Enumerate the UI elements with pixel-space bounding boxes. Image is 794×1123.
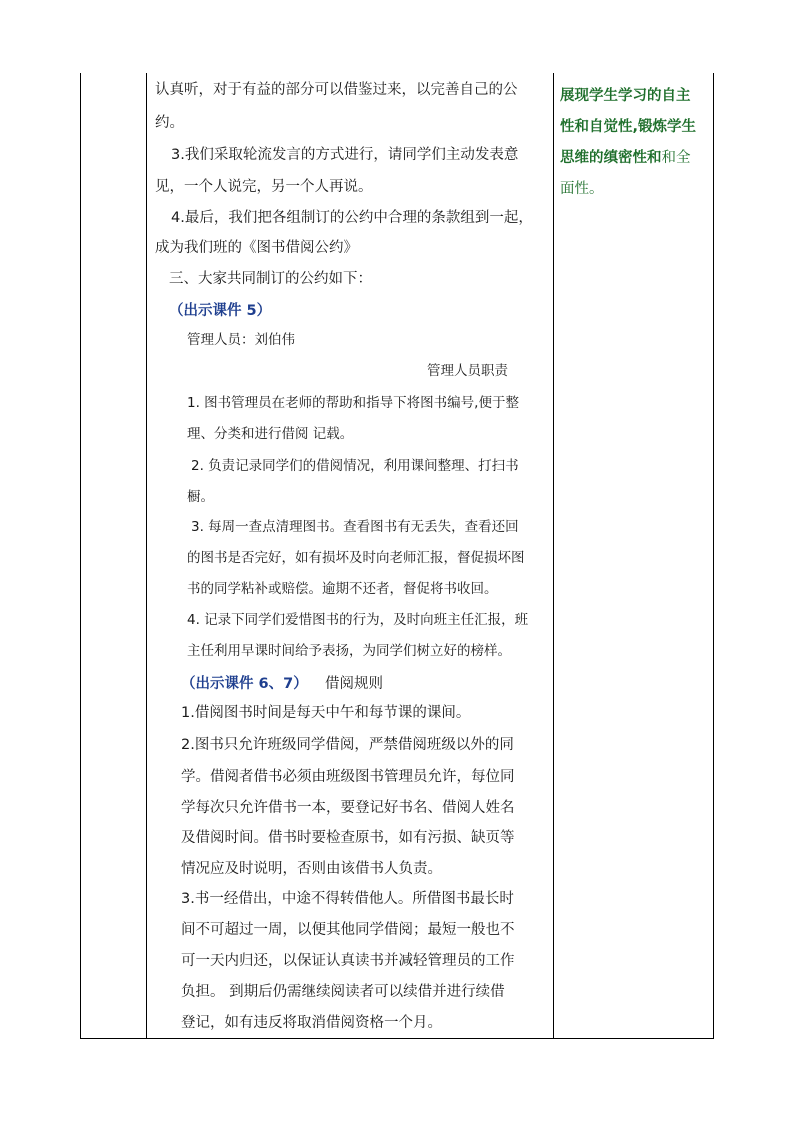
text-line: 3. 每周一查点清理图书。查看图书有无丢失，查看还回: [191, 519, 519, 535]
courseware-label: （出示课件 6、7）: [181, 676, 308, 692]
text-line: 间不可超过一周，以便其他同学借阅；最短一般也不: [181, 922, 515, 938]
text-line: 负担。 到期后仍需继续阅读者可以续借并进行续借: [181, 984, 505, 1000]
text-line: 可一天内归还，以保证认真读书并减轻管理员的工作: [181, 953, 515, 969]
intent-line-normal: 和全: [661, 150, 691, 166]
section-heading: 借阅规则: [325, 676, 383, 692]
design-intent-text: [560, 81, 712, 205]
section-heading: 管理人员职责: [427, 363, 508, 379]
text-line: 3.书一经借出，中途不得转借他人。所借图书最长时: [181, 891, 514, 907]
text-line: 三、大家共同制订的公约如下：: [169, 271, 372, 287]
text-line: 成为我们班的《图书借阅公约》: [155, 240, 358, 256]
text-line: 4. 记录下同学们爱惜图书的行为，及时向班主任汇报，班: [187, 612, 529, 628]
text-line: 约。: [155, 115, 184, 131]
text-line: 2.图书只允许班级同学借阅，严禁借阅班级以外的同: [181, 737, 514, 753]
table-border-right: [713, 73, 714, 1039]
text-line: 1. 图书管理员在老师的帮助和指导下将图书编号,便于整: [187, 395, 519, 411]
intent-column: [554, 73, 712, 273]
text-line: 见，一个人说完，另一个人再说。: [155, 179, 373, 195]
text-line: 学每次只允许借书一本，要登记好书名、借阅人姓名: [181, 800, 515, 816]
text-line: 理、分类和进行借阅 记载。: [187, 426, 354, 442]
text-line: 橱。: [187, 489, 214, 505]
process-column: [147, 73, 552, 1039]
courseware-label: （出示课件 5）: [169, 303, 272, 319]
intent-line: 展现学生学习的自主: [560, 88, 691, 104]
text-line: 的图书是否完好，如有损坏及时向老师汇报，督促损坏图: [187, 550, 525, 566]
text-line: 3.我们采取轮流发言的方式进行，请同学们主动发表意: [171, 147, 519, 163]
intent-line-bold: 思维的缜密性和: [560, 150, 662, 166]
text-line: 2. 负责记录同学们的借阅情况，利用课间整理、打扫书: [191, 458, 519, 474]
text-line: 及借阅时间。借书时要检查原书，如有污损、缺页等: [181, 830, 515, 846]
text-line: 管理人员：刘伯伟: [187, 332, 295, 348]
text-line: 学。借阅者借书必须由班级图书管理员允许，每位同: [181, 769, 515, 785]
intent-line: 性和自觉性,锻炼学生: [560, 119, 697, 135]
text-line: 认真听，对于有益的部分可以借鉴过来，以完善自己的公: [155, 82, 518, 98]
lesson-table: [80, 73, 714, 1039]
text-line: 书的同学粘补或赔偿。逾期不还者，督促将书收回。: [187, 581, 498, 597]
intent-line: 面性。: [560, 181, 604, 197]
table-border-left: [80, 73, 81, 1039]
text-line: 1.借阅图书时间是每天中午和每节课的课间。: [181, 705, 471, 721]
text-line: 情况应及时说明，否则由该借书人负责。: [181, 861, 442, 877]
text-line: 4.最后，我们把各组制订的公约中合理的条款组到一起，: [171, 210, 533, 226]
intent-line: [560, 143, 712, 174]
text-line: 登记，如有违反将取消借阅资格一个月。: [181, 1015, 442, 1031]
text-line: 主任利用早课时间给予表扬，为同学们树立好的榜样。: [187, 643, 511, 659]
